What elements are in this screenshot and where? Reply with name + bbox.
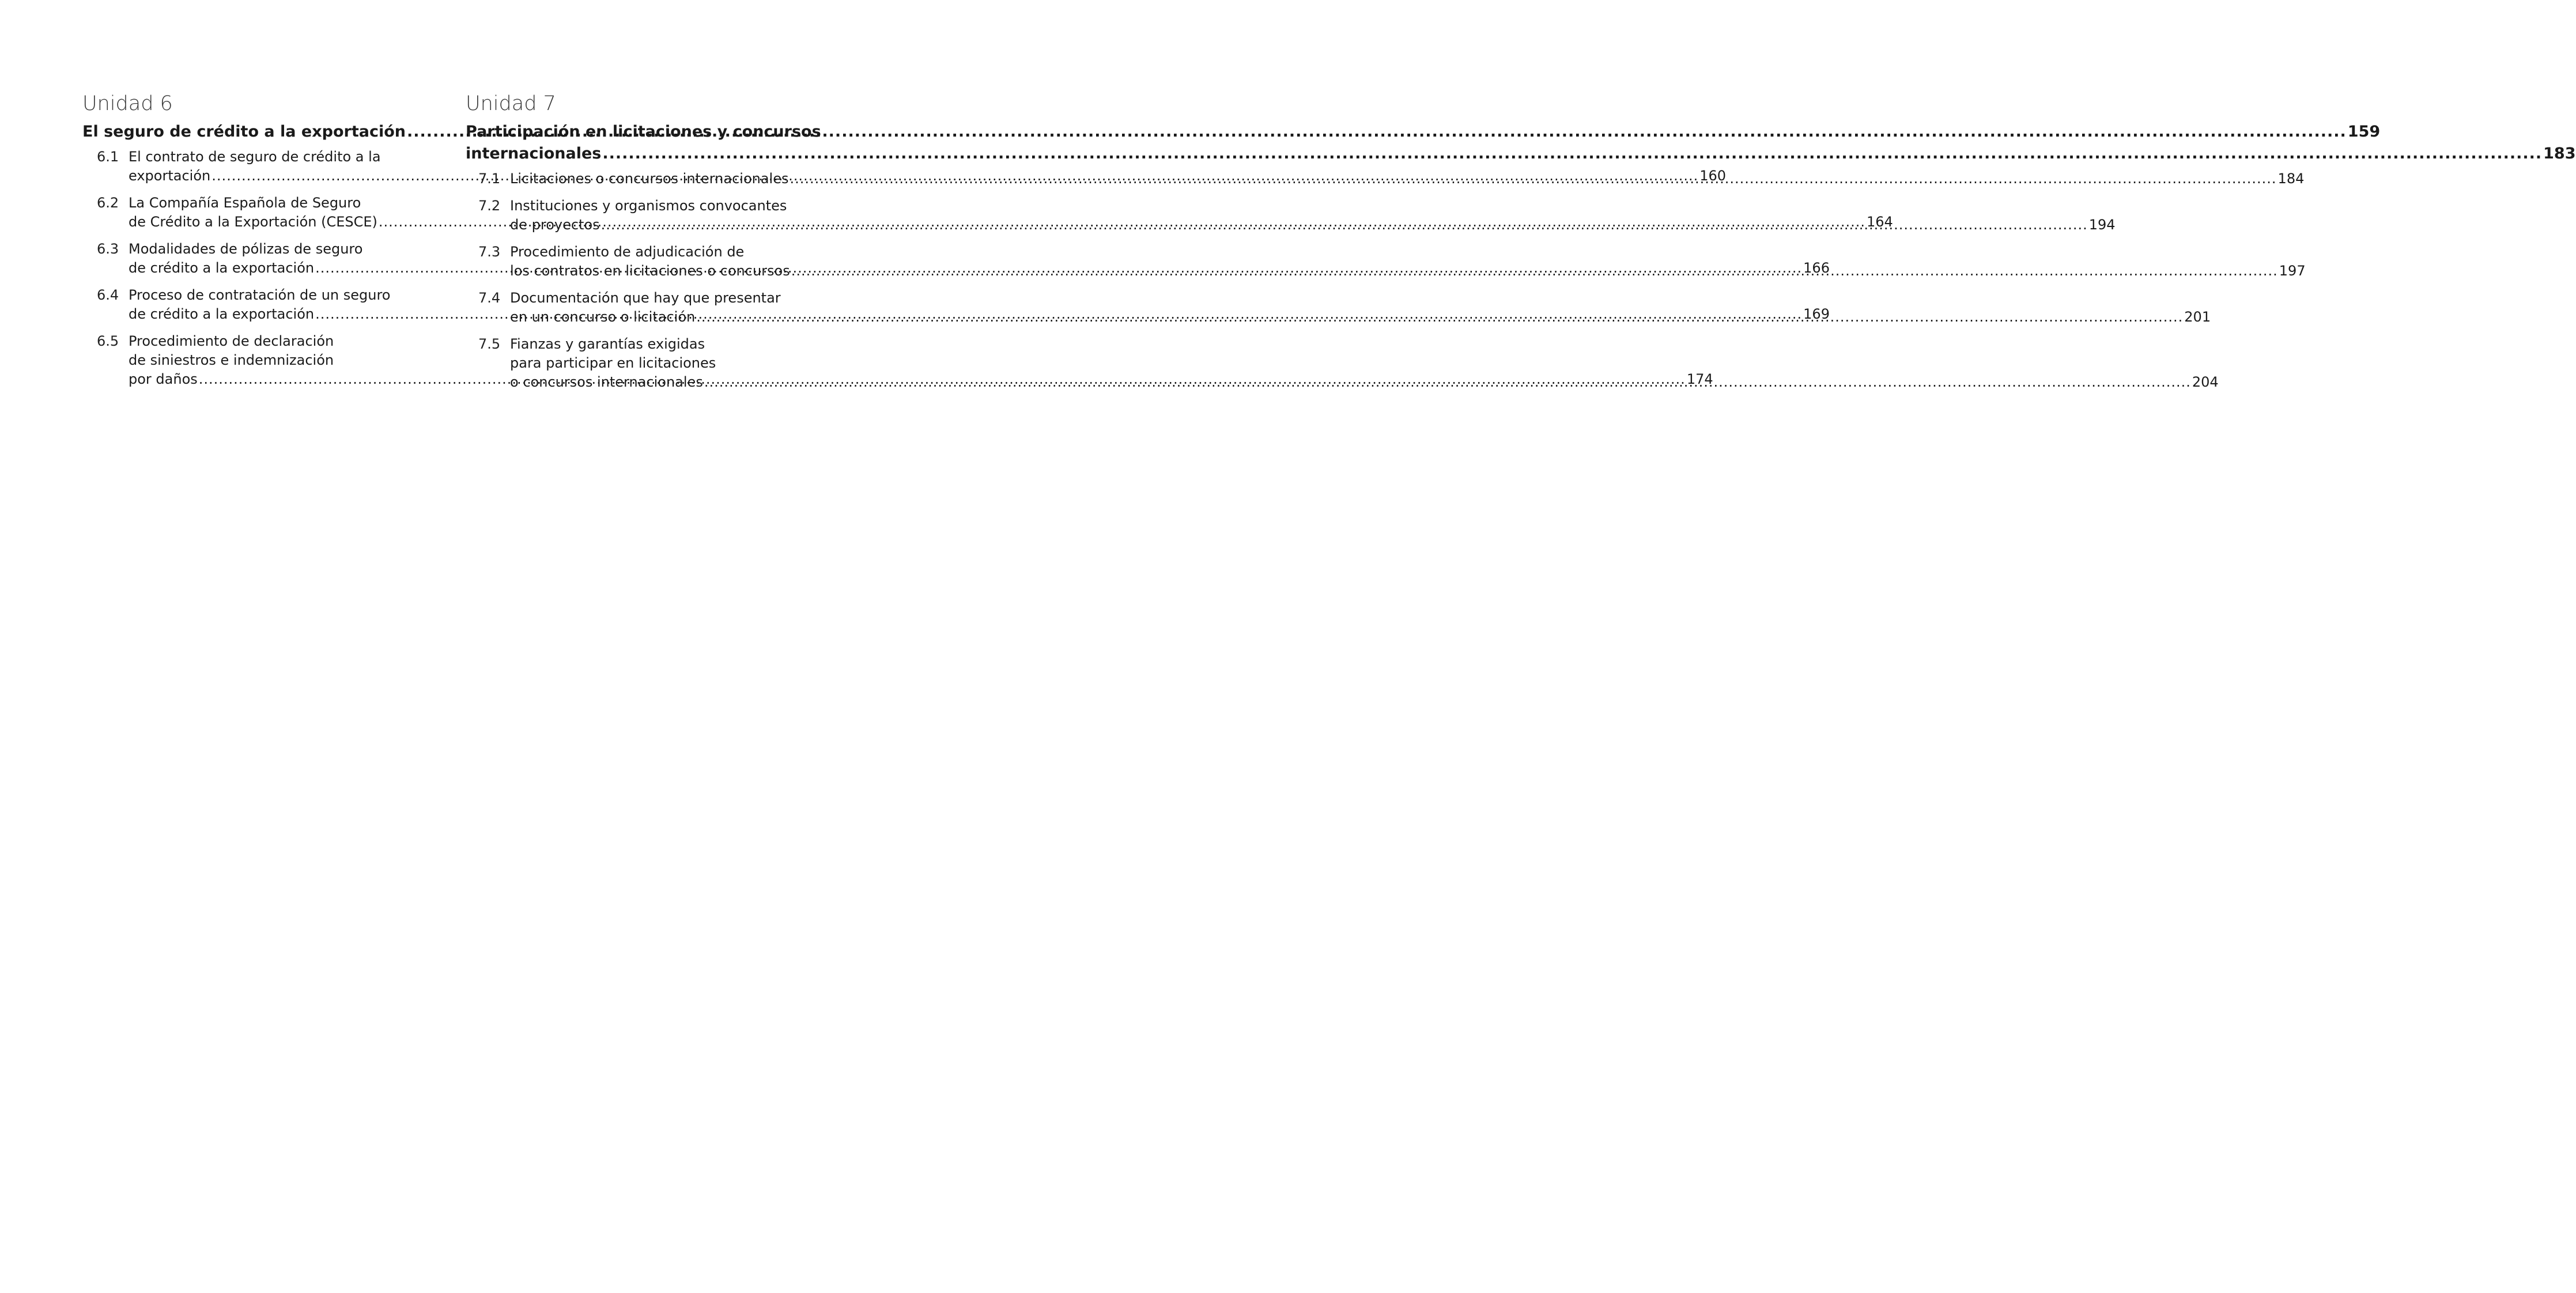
unit-title-text: internacionales	[466, 145, 602, 162]
toc-item-line: de crédito a la exportación	[129, 260, 315, 276]
toc-item-page: 160	[1699, 168, 1727, 184]
toc-item-line: de Crédito a la Exportación (CESCE)	[129, 214, 377, 230]
toc-item-line: Instituciones y organismos convocantes	[510, 198, 787, 214]
toc-item-line: de crédito a la exportación	[129, 306, 315, 322]
toc-item-line: El contrato de seguro de crédito a la	[129, 149, 381, 165]
toc-item-line: exportación	[129, 168, 211, 184]
toc-item-page: 204	[2192, 374, 2219, 390]
toc-item-line: de siniestros e indemnización	[129, 352, 334, 368]
toc-item-page: 166	[1803, 260, 1830, 276]
toc-item-line: o concursos internacionales	[510, 374, 703, 390]
unit-title-line: Participación en licitaciones y concursos	[466, 123, 821, 141]
unit-title	[466, 143, 2576, 165]
toc-item-page: 164	[1866, 214, 1893, 230]
toc-item-line: de proyectos	[510, 217, 600, 233]
dot-leader	[696, 308, 2183, 327]
toc-item-line: por daños	[129, 371, 198, 387]
toc-item-line: Licitaciones o concursos internacionales	[510, 171, 789, 187]
toc-item-number: 7.4	[478, 290, 501, 306]
toc-item-page: 194	[2088, 217, 2116, 233]
toc-item-page: 169	[1803, 306, 1830, 322]
dot-leader	[601, 216, 2088, 235]
toc-item-number: 7.5	[478, 336, 501, 352]
dot-leader	[791, 262, 2278, 281]
toc-item-number: 7.3	[478, 244, 501, 260]
toc-item-number: 6.2	[97, 195, 119, 211]
toc-item-number: 6.1	[97, 149, 119, 165]
toc-item-line: La Compañía Española de Seguro	[129, 195, 361, 211]
toc-item-line: Documentación que hay que presentar	[510, 290, 781, 306]
toc-item-page: 201	[2184, 309, 2211, 325]
unit-title-page: 159	[2347, 123, 2381, 141]
dot-leader	[704, 373, 2191, 392]
dot-leader	[602, 143, 2542, 165]
dot-leader	[790, 169, 2277, 188]
toc-item-line: los contratos en licitaciones o concursos	[510, 263, 790, 279]
toc-item-number: 7.2	[478, 198, 501, 214]
toc-item-page: 174	[1686, 371, 1713, 387]
toc-item-line: Fianzas y garantías exigidas	[510, 336, 705, 352]
toc-item-line: Procedimiento de adjudicación de	[510, 244, 745, 260]
toc-item-page: 197	[2279, 263, 2306, 279]
toc-item-line: Proceso de contratación de un seguro	[129, 287, 391, 303]
toc-item-line: en un concurso o licitación	[510, 309, 696, 325]
toc-item-number: 7.1	[478, 171, 501, 187]
unit-label: Unidad 6	[82, 92, 173, 115]
toc-item-page: 184	[2277, 171, 2305, 187]
toc-item-number: 6.4	[97, 287, 119, 303]
toc-item-line: Modalidades de pólizas de seguro	[129, 241, 363, 257]
toc-item-number: 6.3	[97, 241, 119, 257]
unit-label: Unidad 7	[466, 92, 556, 115]
unit-title-page: 183	[2543, 145, 2576, 162]
toc-item-line: Procedimiento de declaración	[129, 333, 334, 349]
toc-item-line: para participar en licitaciones	[510, 355, 716, 371]
unit-title-text: El seguro de crédito a la exportación	[82, 123, 406, 141]
toc-item-number: 6.5	[97, 333, 119, 349]
